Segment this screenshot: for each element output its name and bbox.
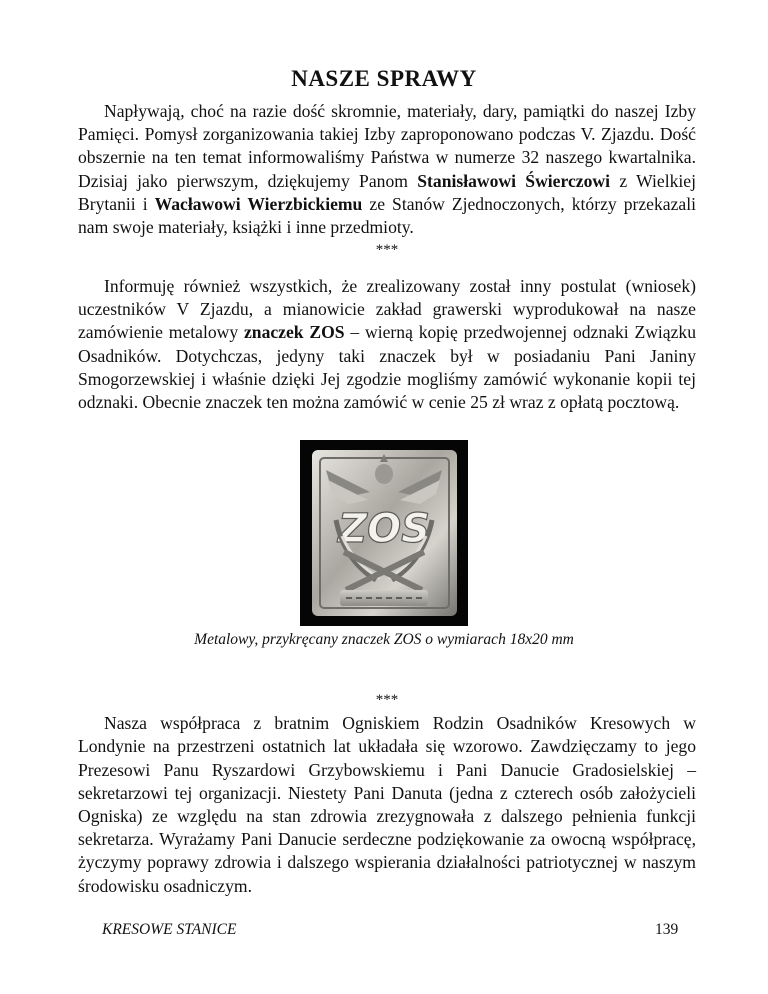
paragraph-thanks <box>78 100 696 262</box>
para1-text-c: ze Stanów Zjednoczonych, którzy przekazali nam swoje materiały, książki i inne przedmioty. <box>78 193 696 238</box>
badge-image <box>300 440 468 626</box>
para2-text-a: Informuję również wszystkich, że zrealizowany został inny postulat (wniosek) uczestników V Zjazdu, a mianowicie zakład grawerski wyprodukował na nasze zamówienie metalowy <box>78 276 696 343</box>
separator-1: *** <box>375 242 399 259</box>
badge-letters: ZOS <box>338 506 430 552</box>
donor-name-1: Stanisławowi Świerczowi <box>417 170 610 191</box>
eagle-head <box>375 464 393 484</box>
para1-text-a: Napływają, choć na razie dość skromnie, materiały, dary, pamiątki do naszej Izby Pamięci. Pomysł zorganizowania takiej Izby zaproponowano podczas V. Zjazdu. Dość obszernie na ten temat informowaliśmy Państwa w numerze 32 naszego kwartalnika. Dzisiaj jako pierwszym, dziękujemy Panom <box>78 101 696 191</box>
paragraph-badge-info <box>78 275 696 414</box>
footer-journal: KRESOWE STANICE <box>102 921 237 938</box>
page-title: NASZE SPRAWY <box>291 66 477 91</box>
separator-2: *** <box>375 692 399 708</box>
page-number: 139 <box>655 921 679 938</box>
paragraph-2 <box>78 275 696 414</box>
donor-name-2: Wacławowi Wierzbickiemu <box>154 193 363 214</box>
para2-text-b: – wierną kopię przedwojennej odznaki Związku Osadników. Dotychczas, jedyny taki znaczek był w posiadaniu Pani Janiny Smogorzewskiej i właśnie dzięki Jej zgodzie mogliśmy zamówić wykonanie kopii tej odznaki. Obecnie znaczek ten można zamówić w cenie 25 zł wraz z opłatą pocztową. <box>78 322 696 413</box>
paragraph-3: Nasza współpraca z bratnim Ogniskiem Rodzin Osadników Kresowych w Londynie na przestrzeni ostatnich lat układała się wzorowo. Zawdzięczamy to jego Prezesowi Panu Ryszardowi Grzybowskiemu i Pani Danucie Gradosielskiej – sekretarzowi tej organizacji. Niestety Pani Danuta (jedna z czterech osób założycieli Ogniska) ze względu na stan zdrowia zrezygnowała z dalszego pełnienia funkcji sekretarza. Wyrażamy Pani Danucie serdeczne podziękowanie za owocną współpracę, życzymy poprawy zdrowia i dalszego wspierania działalności patriotycznej w naszym środowisku osadniczym. <box>78 713 696 896</box>
paragraph-1 <box>78 100 696 239</box>
paragraph-cooperation <box>78 689 696 898</box>
figure-caption: Metalowy, przykręcany znaczek ZOS o wymiarach 18x20 mm <box>194 631 574 648</box>
badge-band <box>340 590 428 606</box>
para1-text-b: z Wielkiej Brytanii i <box>78 170 696 214</box>
badge-name: znaczek ZOS <box>243 322 345 343</box>
badge-photo <box>300 440 468 626</box>
